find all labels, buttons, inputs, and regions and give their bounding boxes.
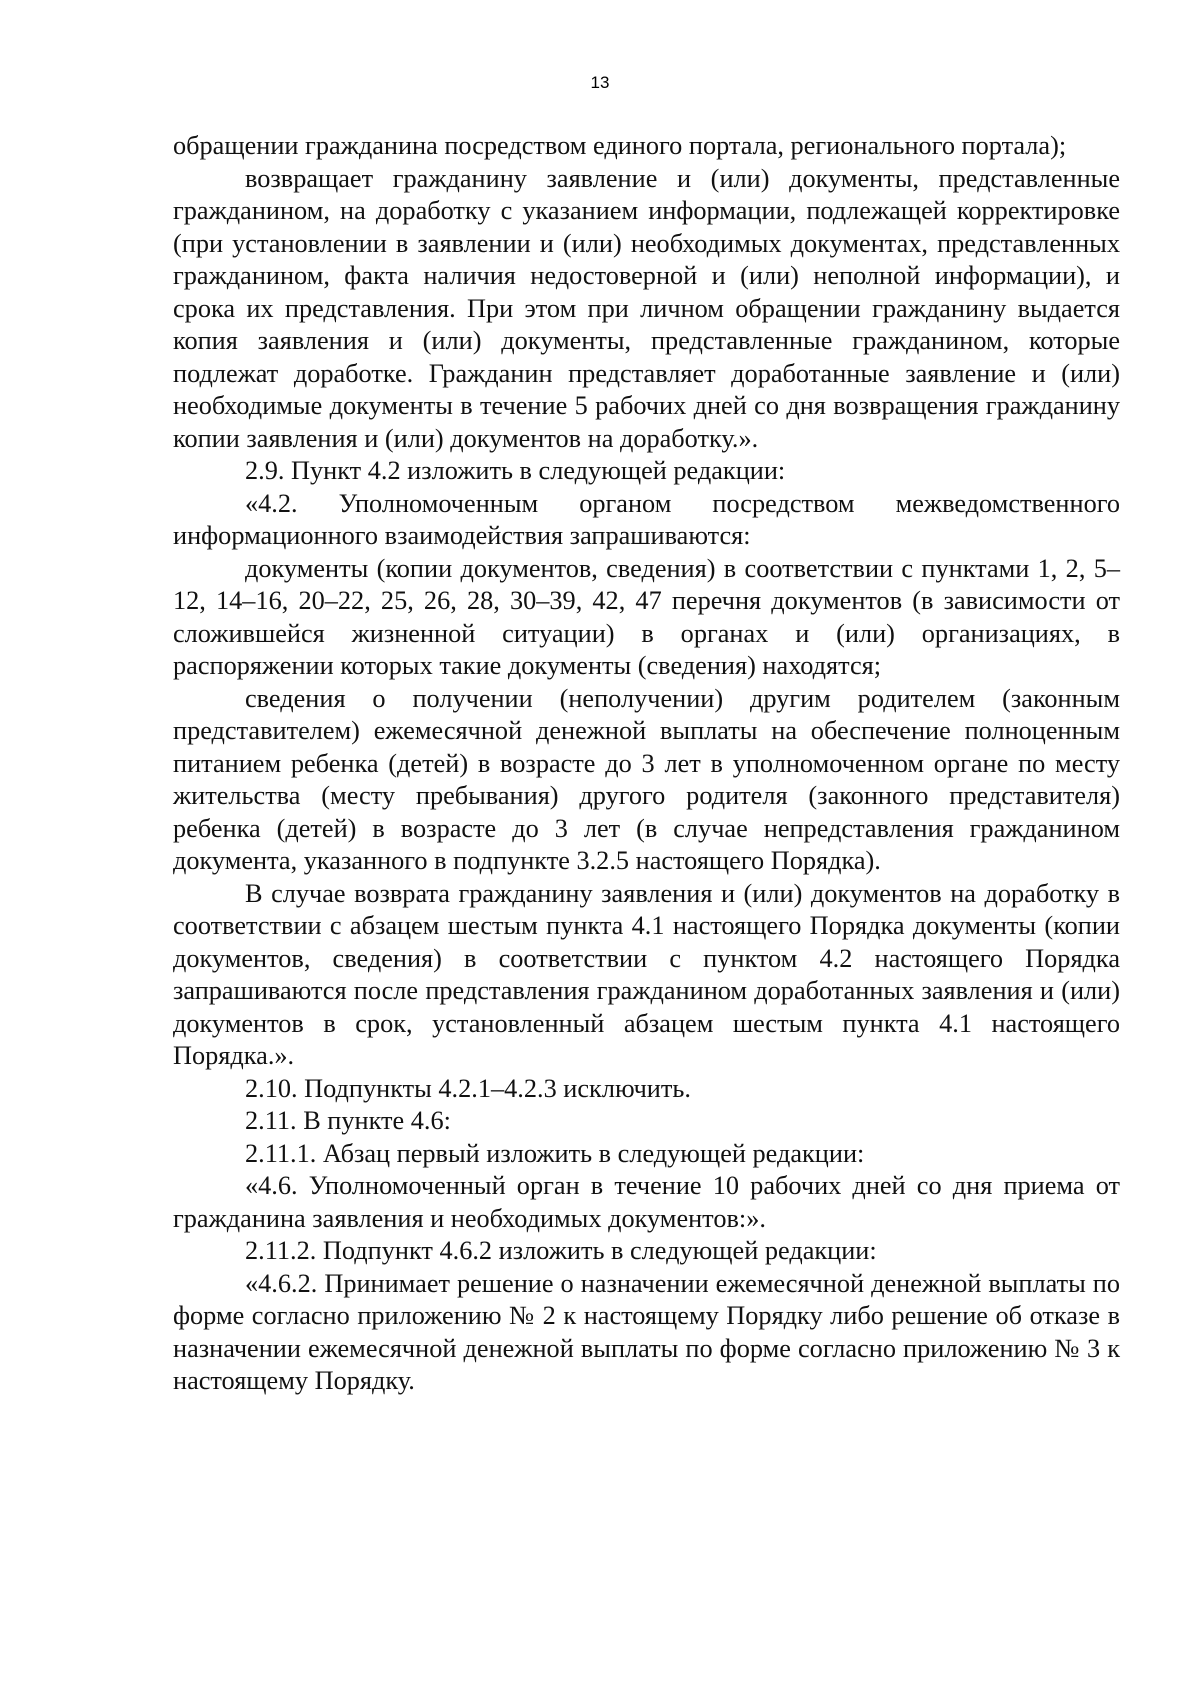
paragraph: возвращает гражданину заявление и (или) документы, представленные гражданином, на доработку с указанием информации, подлежащей корректировке (при установлении в заявлении и (или) необходимых документах, представленных гражданином, факта наличия недостоверной и (или) неполной информации), и срока их представления. При этом при личном обращении гражданину выдается копия заявления и (или) документы, представленные гражданином, которые подлежат доработке. Гражданин представляет доработанные заявление и (или) необходимые документы в течение 5 рабочих дней со дня возвращения гражданину копии заявления и (или) документов на доработку.». bbox=[173, 163, 1120, 453]
paragraph: сведения о получении (неполучении) другим родителем (законным представителем) ежемесячной денежной выплаты на обеспечение полноценным питанием ребенка (детей) в возрасте до 3 лет в уполномоченном органе по месту жительства (месту пребывания) другого родителя (законного представителя) ребенка (детей) в возрасте до 3 лет (в случае непредставления гражданином документа, указанного в подпункте 3.2.5 настоящего Порядка). bbox=[173, 683, 1120, 875]
document-body bbox=[173, 130, 1120, 1398]
paragraph: «4.6.2. Принимает решение о назначении ежемесячной денежной выплаты по форме согласно приложению № 2 к настоящему Порядку либо решение об отказе в назначении ежемесячной денежной выплаты по форме согласно приложению № 3 к настоящему Порядку. bbox=[173, 1268, 1120, 1395]
paragraph: 2.11.1. Абзац первый изложить в следующей редакции: bbox=[245, 1138, 865, 1168]
paragraph: 2.10. Подпункты 4.2.1–4.2.3 исключить. bbox=[245, 1073, 691, 1103]
paragraph: В случае возврата гражданину заявления и (или) документов на доработку в соответствии с абзацем шестым пункта 4.1 настоящего Порядка документы (копии документов, сведения) в соответствии с пунктом 4.2 настоящего Порядка запрашиваются после представления гражданином доработанных заявления и (или) документов в срок, установленный абзацем шестым пункта 4.1 настоящего Порядка.». bbox=[173, 878, 1120, 1070]
paragraph: 2.11. В пункте 4.6: bbox=[245, 1106, 451, 1135]
paragraph: документы (копии документов, сведения) в соответствии с пунктами 1, 2, 5–12, 14–16, 20–22, 25, 26, 28, 30–39, 42, 47 перечня документов (в зависимости от сложившейся жизненной ситуации) в органах и (или) организациях, в распоряжении которых такие документы (сведения) находятся; bbox=[173, 553, 1120, 680]
paragraph: «4.6. Уполномоченный орган в течение 10 рабочих дней со дня приема от гражданина заявления и необходимых документов:». bbox=[173, 1171, 1120, 1233]
paragraph: обращении гражданина посредством единого портала, регионального портала); bbox=[173, 131, 1067, 160]
paragraph: 2.9. Пункт 4.2 изложить в следующей редакции: bbox=[245, 456, 786, 485]
page-number: 13 bbox=[590, 73, 610, 92]
paragraph: «4.2. Уполномоченным органом посредством межведомственного информационного взаимодействия запрашиваются: bbox=[173, 488, 1120, 550]
paragraph: 2.11.2. Подпункт 4.6.2 изложить в следующей редакции: bbox=[245, 1236, 877, 1265]
